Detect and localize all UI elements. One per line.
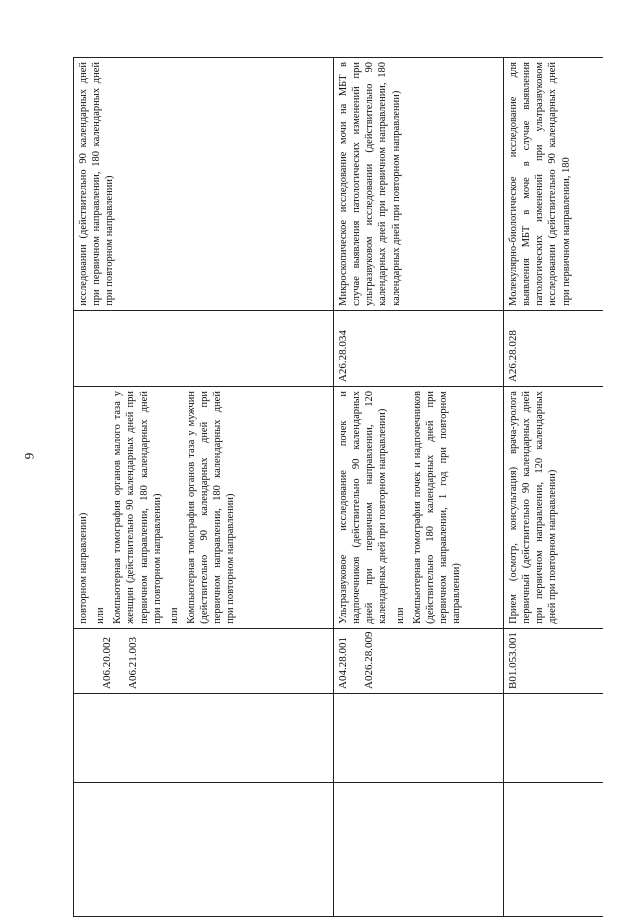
service-description-cell bbox=[74, 387, 334, 629]
lab-code-cell bbox=[504, 310, 604, 386]
lab-code: A26.28.028 bbox=[507, 330, 519, 383]
service-description: Компьютерная томография органов таза у мужчин (действительно 90 календарных дней при первичном направлении, 180 календарных дней при повторном направлении) bbox=[185, 391, 237, 624]
service-code: A06.21.003 bbox=[126, 637, 139, 689]
or-separator: или bbox=[168, 607, 180, 624]
service-description: Прием (осмотр, консультация) врача-уролога первичный (действительно 90 календарных дней при первичном направлении, 120 календарных дней при повторном направлении) bbox=[508, 391, 559, 624]
empty-cell bbox=[504, 783, 604, 917]
empty-cell bbox=[504, 693, 604, 782]
lab-description-cell bbox=[74, 58, 334, 311]
landscape-table bbox=[73, 57, 603, 917]
service-code-cell bbox=[334, 628, 504, 693]
service-code bbox=[77, 633, 89, 689]
lab-code-cell bbox=[334, 310, 504, 386]
lab-description: исследовании (действительно 90 календарных дней при первичном направлении, 180 календарных дней при повторном направлении) bbox=[78, 62, 116, 306]
table-row bbox=[504, 58, 604, 917]
empty-cell bbox=[334, 693, 504, 782]
table-row bbox=[74, 58, 334, 917]
service-description-cell bbox=[504, 387, 604, 629]
lab-description-cell bbox=[504, 58, 604, 311]
service-code bbox=[351, 633, 363, 689]
lab-code-cell bbox=[74, 310, 334, 386]
service-code bbox=[115, 633, 127, 689]
or-separator: или bbox=[95, 607, 107, 624]
empty-cell bbox=[334, 783, 504, 917]
table-row bbox=[334, 58, 504, 917]
service-description: повторном направлении) bbox=[78, 512, 89, 624]
service-code: B01.053.001 bbox=[507, 632, 519, 689]
rotated-table-frame bbox=[73, 57, 603, 917]
service-code bbox=[89, 633, 101, 689]
service-description: Компьютерная томография почек и надпочечников (действительно 180 календарных дней при первичном направлении, 1 год при повторном направлении) bbox=[411, 391, 462, 624]
service-code-cell bbox=[74, 628, 334, 693]
service-code: A04.28.001 bbox=[337, 637, 349, 689]
service-description-cell bbox=[334, 387, 504, 629]
service-description: Ультразвуковое исследование почек и надпочечников (действительно 90 календарных дней при первичном направлении, 120 календарных дней при повторном направлении) bbox=[338, 391, 389, 624]
empty-cell bbox=[74, 693, 334, 782]
service-code: A06.20.002 bbox=[101, 637, 113, 689]
lab-description: Микроскопическое исследование мочи на МБТ в случае выявления патологических изменений при ультразвуковом исследовании (действительно 90 календарных дней при первичном направлении, 180 календарных дней при повторном направлении) bbox=[338, 62, 402, 306]
page-number: 9 bbox=[21, 452, 37, 460]
service-code-cell bbox=[504, 628, 604, 693]
service-code: A026.28.009 bbox=[362, 631, 375, 689]
empty-cell bbox=[74, 783, 334, 917]
lab-description: Молекулярно-биологическое исследование для выявления МБТ в моче в случае выявления патологических изменений при ультразвуковом исследовании (действительно 90 календарных дней при первичном направлении, 180 bbox=[508, 62, 572, 306]
lab-code: A26.28.034 bbox=[337, 330, 349, 383]
document-table bbox=[73, 57, 603, 917]
or-separator: или bbox=[394, 607, 406, 624]
lab-description-cell bbox=[334, 58, 504, 311]
service-description: Компьютерная томография органов малого таза у женщин (действительно 90 календарных дней при первичном направлении, 180 календарных дней при повторном направлении) bbox=[112, 391, 163, 624]
